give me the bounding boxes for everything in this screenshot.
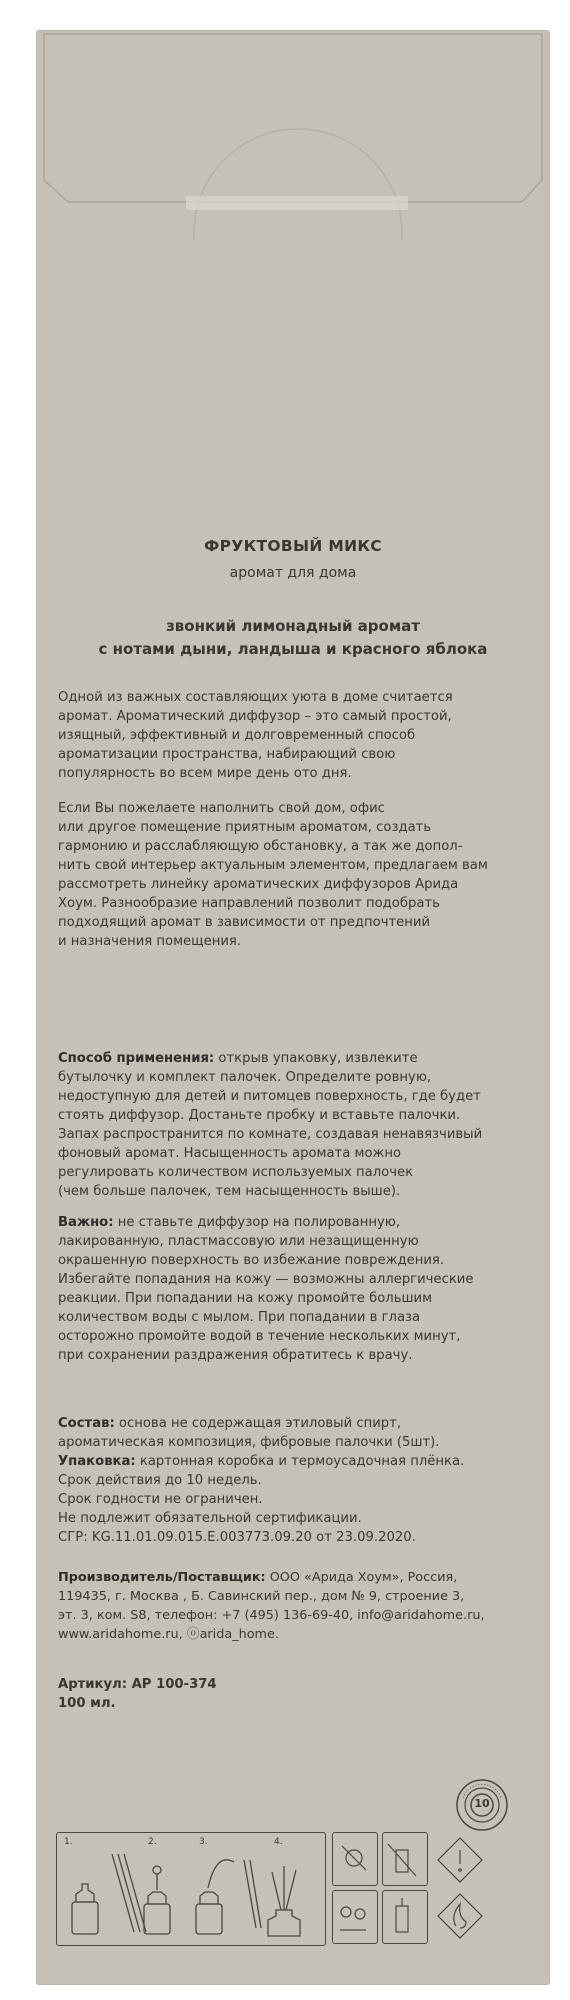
intro-paragraph-1: Одной из важных составляющих уюта в доме считается аромат. Ароматический диффузор – это самый простой, изящный, эффективный и долговременный способ ароматизации пространства, набирающий свою популярность во всем мире день ото дня. [58,690,453,781]
product-title: ФРУКТОВЫЙ МИКС [204,537,382,555]
tagline-line-2: с нотами дыни, ландыша и красного яблока [98,640,488,658]
warning-paragraph: Важно: не ставьте диффузор на полированную, лакированную, пластмассовую или незащищенную окрашенную поверхность во избежание повреждения. Избегайте попадания на кожу — возможны аллергические реакции. При попадании на кожу промойте большим количеством воды с мылом. При попадании в глаза осторожно промойте водой в течение нескольких минут, при сохранении раздражения обратитесь к врачу. [58,1215,474,1363]
usage-label: Способ применения: [58,1051,215,1066]
steps-drawing-icon [56,1832,324,1944]
packaging-label: Упаковка: [58,1454,136,1469]
volume: 100 мл. [58,1696,116,1711]
product-subtitle: аромат для дома [229,565,357,581]
step-3-number: 3. [199,1837,208,1847]
producer-label: Производитель/Поставщик: [58,1570,266,1585]
step-4-number: 4. [274,1837,283,1847]
producer-paragraph: Производитель/Поставщик: ООО «Арида Хоум», Россия, 119435, г. Москва , Б. Савинский пер., дом № 9, строение 3, эт. 3, ком. S8, телефон: +7 (495) 136-69-40, info@aridahome.ru, www.aridahome.ru, ⓞarida_home. [58,1570,485,1642]
step-2-number: 2. [148,1837,157,1847]
duration-badge-value: 10 [474,1797,490,1810]
usage-paragraph: Способ применения: открыв упаковку, извлеките бутылочку и комплект палочек. Определите ровную, недоступную для детей и питомцев поверхность, где будет стоять диффузор. Достаньте пробку и вставьте палочки. Запах распространится по комнате, создавая ненавязчивый фоновый аромат. Насыщенность аромата можно регулировать количеством используемых палочек (чем больше палочек, тем насыщенность выше). [58,1051,483,1199]
usage-steps-pictogram [56,1832,512,1947]
intro-paragraph-2: Если Вы пожелаете наполнить свой дом, офис или другое помещение приятным ароматом, создать гармонию и расслабляющую обстановку, а так же допол- нить свой интерьер актуальным элементом, предлагаем вам рассмотреть линейку ароматических диффузоров Арида Хоум. Разнообразие направлений позволит подобрать подходящий аромат в зависимости от предпочтений и назначения помещения. [58,801,488,949]
box-flap [36,30,550,240]
composition-paragraph: Состав: основа не содержащая этиловый спирт, ароматическая композиция, фибровые палочки (5шт). Упаковка: картонная коробка и термоусадочная плёнка. Срок действия до 10 недель. Срок годности не ограничен. Не подлежит обязательной сертификации. СГР: KG.11.01.09.015.Е.003773.09.20 от 23.09.2020. [58,1416,465,1545]
article-block [58,1675,508,1713]
article-number: Артикул: АР 100-374 [58,1677,217,1692]
safety-icons [332,1832,512,1944]
composition-label: Состав: [58,1416,115,1431]
tagline-line-1: звонкий лимонадный аромат [166,617,420,635]
step-1-number: 1. [64,1837,73,1847]
warning-label: Важно: [58,1215,114,1230]
